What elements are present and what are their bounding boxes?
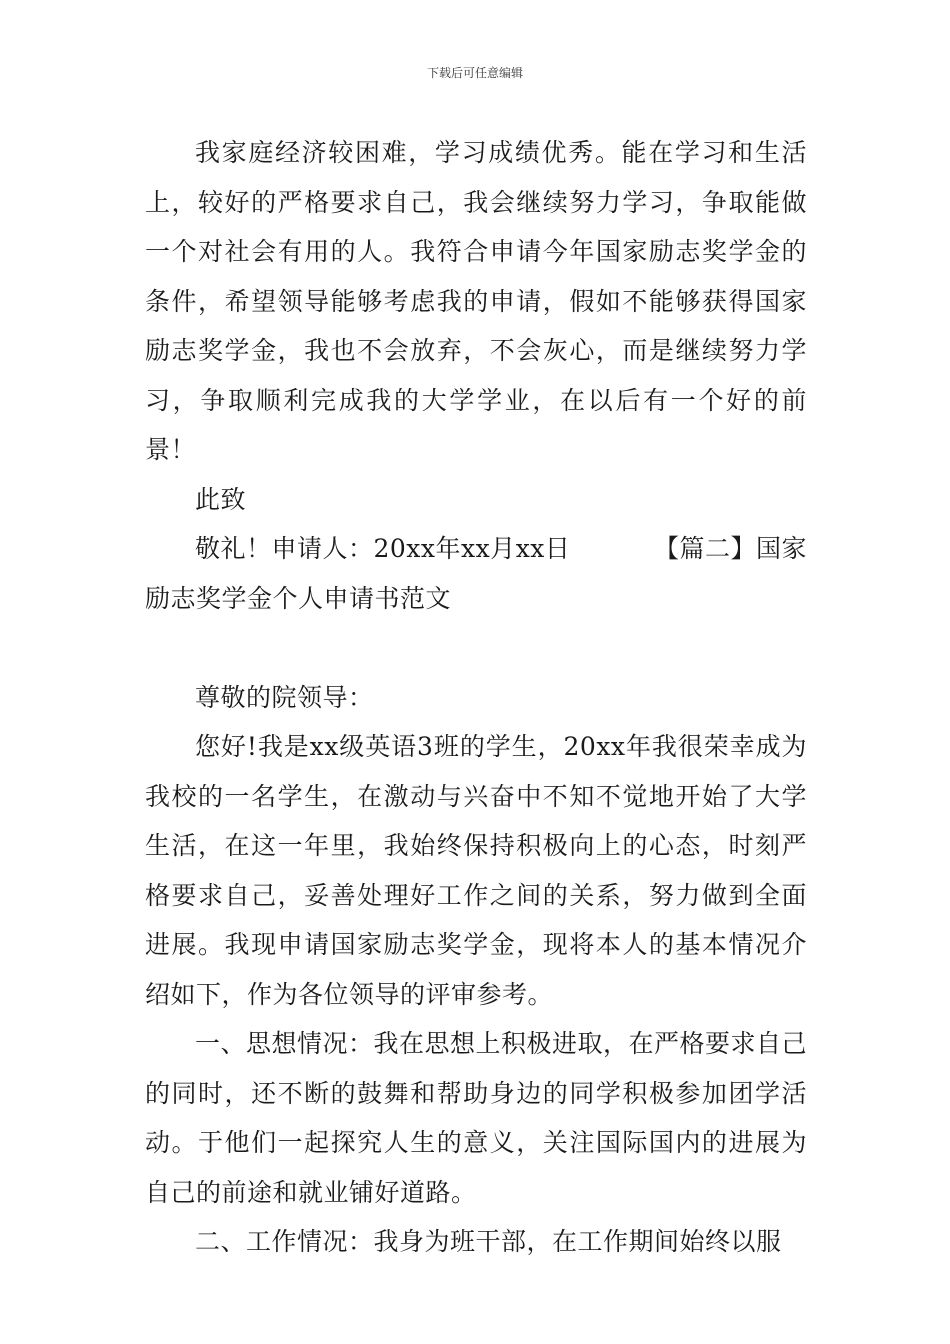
paragraph-introduction: 您好!我是xx级英语3班的学生，20xx年我很荣幸成为我校的一名学生，在激动与兴奋中不知不觉地开始了大学生活，在这一年里，我始终保持积极向上的心态，时刻严格要求自己，妥善处理好工作之间的关系，努力做到全面进展。我现申请国家励志奖学金，现将本人的基本情况介绍如下，作为各位领导的评审参考。 [145,732,807,1009]
paragraph-thought-situation: 一、思想情况：我在思想上积极进取，在严格要求自己的同时，还不断的鼓舞和帮助身边的同学积极参加团学活动。于他们一起探究人生的意义，关注国际国内的进展为自己的前途和就业铺好道路。 [145,1029,808,1207]
document-body [145,128,807,1267]
next-article-title-rest: 励志奖学金个人申请书范文 [145,583,452,613]
paragraph-family-situation: 我家庭经济较困难，学习成绩优秀。能在学习和生活上，较好的严格要求自己，我会继续努力学习，争取能做一个对社会有用的人。我符合申请今年国家励志奖学金的条件，希望领导能够考虑我的申请，假如不能够获得国家励志奖学金，我也不会放弃，不会灰心，而是继续努力学习，争取顺利完成我的大学学业，在以后有一个好的前景！ [145,138,807,464]
paragraph-work-situation: 二、工作情况：我身为班干部，在工作期间始终以服 [195,1227,782,1256]
signature-line [145,524,807,574]
letter-greeting: 尊敬的院领导： [195,682,374,712]
page-header-note: 下载后可任意编辑 [426,66,523,80]
closing-salutation: 此致 [195,484,247,514]
regards-and-signature: 敬礼！申请人：20xx年xx月xx日 [195,534,571,563]
next-article-title-lead: 【篇二】国家 [653,534,807,563]
blank-line [145,623,807,673]
